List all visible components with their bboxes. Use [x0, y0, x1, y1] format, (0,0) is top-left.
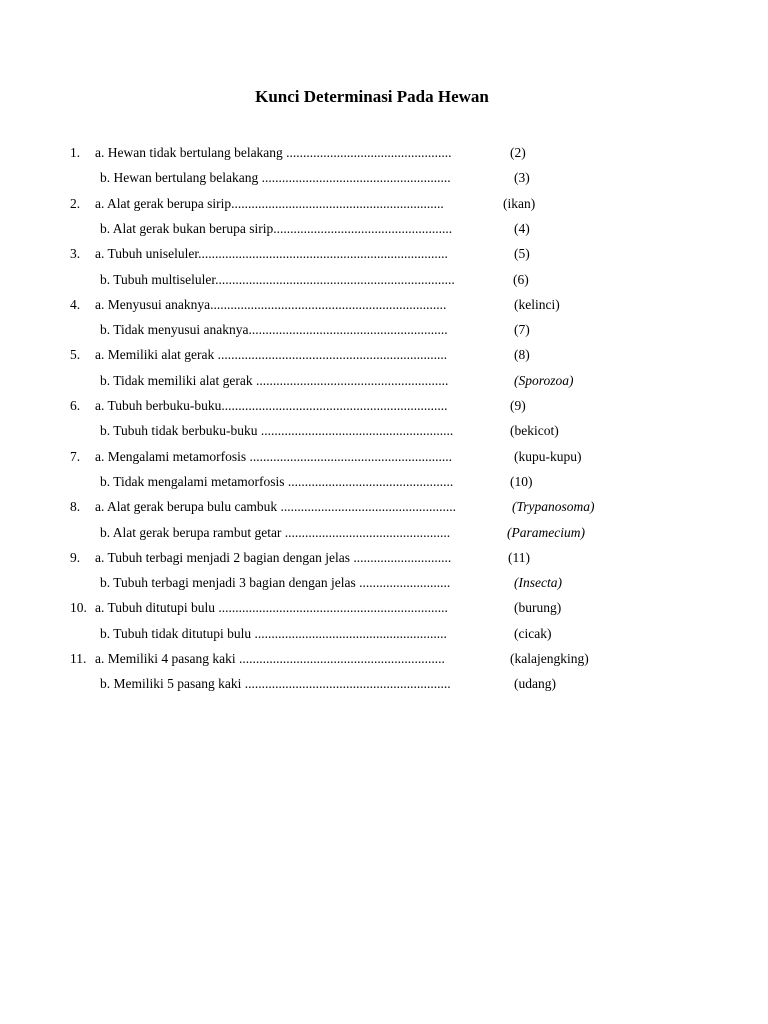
key-statement: b. Tidak menyusui anaknya...........................................................	[100, 322, 448, 338]
key-statement: b. Tubuh terbagi menjadi 3 bagian dengan jelas ...........................	[100, 575, 451, 591]
key-result: (kalajengking)	[510, 651, 589, 666]
key-result: (Insecta)	[514, 575, 562, 591]
key-row	[0, 649, 768, 669]
key-statement: b. Alat gerak berupa rambut getar .................................................	[100, 524, 451, 540]
key-row	[0, 523, 768, 543]
key-row	[0, 421, 768, 441]
key-row	[0, 396, 768, 416]
key-result: (Trypanosoma)	[512, 499, 595, 515]
key-row	[0, 345, 768, 365]
key-result: (9)	[510, 398, 526, 413]
key-row	[0, 674, 768, 694]
key-statement: b. Tubuh multiseluler.......................................................................	[100, 271, 455, 287]
key-row	[0, 295, 768, 315]
key-statement: b. Tidak memiliki alat gerak .........................................................	[100, 372, 449, 388]
item-number: 7.	[70, 448, 81, 464]
item-number: 1.	[70, 145, 81, 160]
key-statement: a. Mengalami metamorfosis ............................................................	[95, 448, 452, 464]
item-number: 8.	[70, 499, 81, 515]
key-result: (bekicot)	[510, 423, 559, 439]
key-row	[0, 497, 768, 517]
key-result: (2)	[510, 145, 526, 160]
item-number: 11.	[70, 651, 87, 666]
key-statement: b. Tubuh tidak berbuku-buku .........................................................	[100, 423, 454, 439]
key-statement: a. Alat gerak berupa bulu cambuk ....................................................	[95, 499, 457, 515]
key-row	[0, 472, 768, 492]
key-statement: a. Tubuh uniseluler..........................................................................	[95, 246, 448, 262]
key-row	[0, 143, 768, 163]
key-result: (8)	[514, 347, 530, 363]
item-number: 6.	[70, 398, 81, 413]
key-result: (7)	[514, 322, 530, 338]
key-statement: a. Alat gerak berupa sirip...............................................................	[95, 195, 444, 211]
key-row	[0, 548, 768, 568]
key-row	[0, 320, 768, 340]
key-row	[0, 447, 768, 467]
key-row	[0, 573, 768, 593]
key-result: (Sporozoa)	[514, 372, 574, 388]
key-row	[0, 244, 768, 264]
item-number: 5.	[70, 347, 81, 363]
key-result: (udang)	[514, 676, 556, 692]
key-row	[0, 168, 768, 188]
key-statement: b. Alat gerak bukan berupa sirip.....................................................	[100, 220, 453, 236]
key-row	[0, 194, 768, 214]
page-title: Kunci Determinasi Pada Hewan	[255, 87, 489, 106]
key-result: (3)	[514, 170, 530, 186]
key-row	[0, 598, 768, 618]
key-result: (ikan)	[503, 195, 536, 211]
key-statement: b. Hewan bertulang belakang ........................................................	[100, 170, 451, 186]
key-result: (burung)	[514, 600, 562, 616]
key-statement: a. Tubuh ditutupi bulu ....................................................................	[95, 600, 448, 616]
item-number: 9.	[70, 549, 81, 565]
key-row	[0, 371, 768, 391]
key-result: (kupu-kupu)	[514, 448, 582, 464]
item-number: 2.	[70, 195, 81, 211]
key-row	[0, 219, 768, 239]
key-statement: a. Menyusui anaknya......................................................................	[95, 296, 447, 312]
item-number: 10.	[70, 600, 87, 616]
key-result: (Paramecium)	[507, 524, 585, 540]
key-statement: a. Tubuh berbuku-buku...................................................................	[95, 398, 448, 413]
key-result: (11)	[508, 549, 530, 565]
key-statement: a. Hewan tidak bertulang belakang .................................................	[95, 145, 452, 160]
key-statement: a. Memiliki alat gerak ....................................................................	[95, 347, 448, 363]
item-number: 3.	[70, 246, 81, 262]
key-statement: a. Tubuh terbagi menjadi 2 bagian dengan jelas .............................	[95, 549, 452, 565]
key-result: (kelinci)	[514, 296, 560, 312]
key-result: (10)	[510, 473, 533, 489]
item-number: 4.	[70, 296, 81, 312]
key-statement: b. Memiliki 5 pasang kaki .............................................................	[100, 676, 451, 692]
key-row	[0, 624, 768, 644]
key-statement: b. Tidak mengalami metamorfosis .................................................	[100, 473, 454, 489]
key-row	[0, 270, 768, 290]
key-result: (4)	[514, 220, 530, 236]
key-statement: b. Tubuh tidak ditutupi bulu .........................................................	[100, 625, 447, 641]
key-result: (cicak)	[514, 625, 552, 641]
key-result: (6)	[513, 271, 529, 287]
key-result: (5)	[514, 246, 530, 262]
key-statement: a. Memiliki 4 pasang kaki .............................................................	[95, 651, 445, 666]
